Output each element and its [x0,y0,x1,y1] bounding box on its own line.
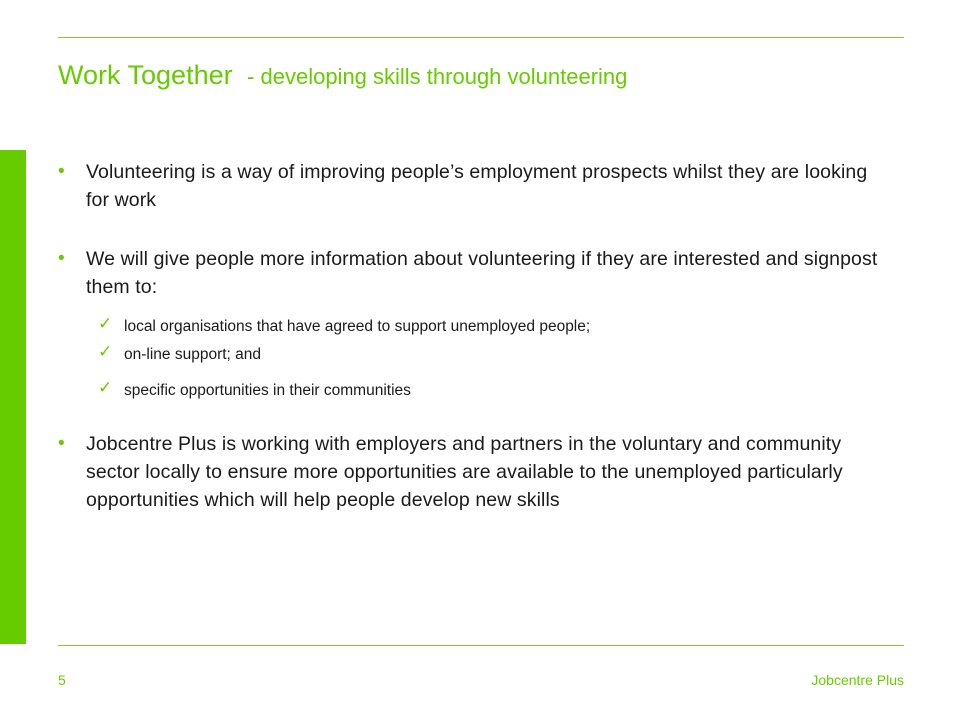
footer-brand: Jobcentre Plus [811,672,904,688]
title-subtitle: - developing skills through volunteering [247,64,628,89]
checkmark-icon: ✓ [98,342,113,361]
bullet-item [58,158,878,214]
side-accent-bar [0,150,26,644]
bullet-item [58,430,878,514]
bottom-divider [58,645,904,646]
sub-item-text: local organisations that have agreed to support unemployed people; [124,318,591,335]
sub-list-item [98,344,261,366]
bullet-text: We will give people more information about volunteering if they are interested and signpost them to: [86,248,878,298]
checkmark-icon: ✓ [98,314,113,333]
slide-title [58,60,627,91]
sub-list-item [98,380,411,402]
sub-item-text: specific opportunities in their communities [124,382,411,399]
sub-item-text: on-line support; and [124,346,262,363]
top-divider [58,37,904,38]
sub-list-item [98,316,590,338]
bullet-text: Jobcentre Plus is working with employers and partners in the voluntary and community sector locally to ensure more opportunities are available to the unemployed particularly opportunities which will help people develop new skills [86,433,843,511]
bullet-text: Volunteering is a way of improving people’s employment prospects whilst they are looking for work [86,161,868,211]
bullet-marker: • [58,433,65,454]
bullet-marker: • [58,161,65,182]
bullet-item [58,245,878,301]
page-number: 5 [58,672,66,688]
bullet-marker: • [58,248,65,269]
title-main: Work Together [58,60,233,90]
checkmark-icon: ✓ [98,378,113,397]
